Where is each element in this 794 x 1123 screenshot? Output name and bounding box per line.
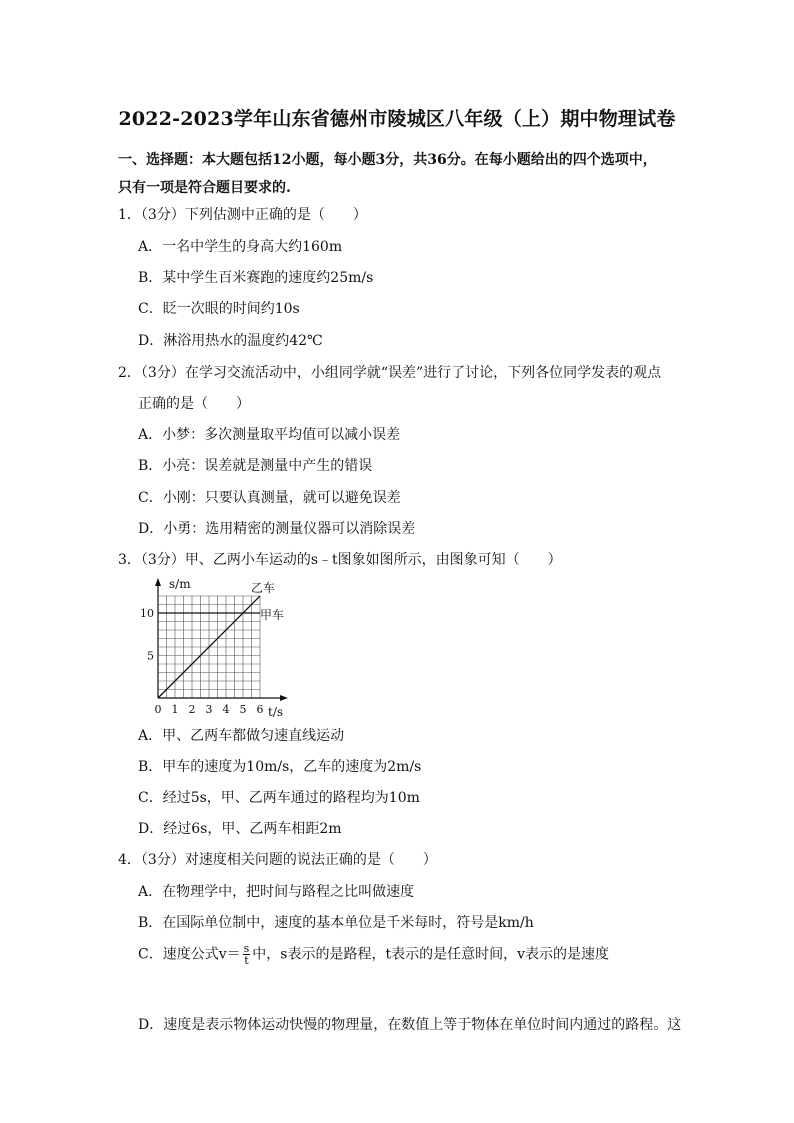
q4-option-c bbox=[138, 943, 609, 966]
speed-formula-fraction bbox=[243, 943, 251, 966]
q1-option-c: C．眨一次眼的时间约10s bbox=[138, 301, 300, 317]
q4-option-a: A．在物理学中，把时间与路程之比叫做速度 bbox=[138, 884, 415, 900]
question-3-stem: 3．（3分）甲、乙两小车运动的s﹣t图象如图所示，由图象可知（ ） bbox=[118, 552, 562, 568]
q4-option-c-pre: C．速度公式v＝ bbox=[138, 946, 241, 963]
question-1-stem: 1．（3分）下列估测中正确的是（ ） bbox=[118, 207, 367, 223]
q1-option-b: B．某中学生百米赛跑的速度约25m/s bbox=[138, 270, 374, 286]
exam-title: 2022-2023学年山东省德州市陵城区八年级（上）期中物理试卷 bbox=[118, 108, 676, 130]
section-header bbox=[118, 146, 678, 202]
y-tick-label: 10 bbox=[140, 607, 154, 620]
q1-option-d: D．淋浴用热水的温度约42℃ bbox=[138, 333, 323, 349]
q2-option-a: A．小梦：多次测量取平均值可以减小误差 bbox=[138, 427, 401, 443]
series-label-yi: 乙车 bbox=[251, 581, 276, 595]
x-tick-label: 0 bbox=[154, 703, 162, 716]
q4-option-c-post: 中，s表示的是路程，t表示的是任意时间，v表示的是速度 bbox=[252, 946, 609, 963]
y-tick-label: 5 bbox=[147, 649, 154, 663]
question-2-stem: 2．（3分）在学习交流活动中，小组同学就“误差”进行了讨论，下列各位同学发表的观点 bbox=[118, 365, 662, 381]
fraction-denominator: t bbox=[244, 954, 249, 967]
x-axis-label: t/s bbox=[268, 705, 284, 719]
q2-option-d: D．小勇：选用精密的测量仪器可以消除误差 bbox=[138, 521, 416, 537]
y-axis-label: s/m bbox=[169, 577, 191, 591]
fraction-numerator: s bbox=[243, 942, 250, 955]
st-graph bbox=[136, 572, 316, 722]
q2-option-b: B．小亮：误差就是测量中产生的错误 bbox=[138, 458, 373, 474]
q4-option-b: B．在国际单位制中，速度的基本单位是千米每时，符号是km/h bbox=[138, 915, 534, 931]
q3-option-b: B．甲车的速度为10m/s，乙车的速度为2m/s bbox=[138, 759, 422, 775]
x-axis-arrow bbox=[280, 695, 288, 701]
section-line-2: 只有一项是符合题目要求的. bbox=[118, 180, 291, 196]
x-tick-label: 3 bbox=[205, 703, 213, 716]
question-2-stem-cont: 正确的是（ ） bbox=[138, 396, 250, 412]
x-tick-label: 4 bbox=[222, 703, 230, 716]
q2-option-c: C．小刚：只要认真测量，就可以避免误差 bbox=[138, 490, 401, 506]
x-tick-label: 2 bbox=[188, 703, 196, 716]
x-tick-label: 6 bbox=[256, 703, 264, 716]
question-4-stem: 4．（3分）对速度相关问题的说法正确的是（ ） bbox=[118, 852, 437, 868]
q3-option-c: C．经过5s，甲、乙两车通过的路程均为10m bbox=[138, 790, 420, 806]
q4-option-d: D．速度是表示物体运动快慢的物理量，在数值上等于物体在单位时间内通过的路程。这 bbox=[138, 1017, 682, 1033]
section-line-1: 一、选择题：本大题包括12小题，每小题3分，共36分。在每小题给出的四个选项中， bbox=[118, 152, 657, 168]
q1-option-a: A．一名中学生的身高大约160m bbox=[138, 239, 343, 255]
q3-option-d: D．经过6s，甲、乙两车相距2m bbox=[138, 821, 342, 837]
series-label-jia: 甲车 bbox=[260, 608, 285, 622]
x-tick-label: 1 bbox=[171, 703, 179, 716]
q3-option-a: A．甲、乙两车都做匀速直线运动 bbox=[138, 728, 345, 744]
y-axis-arrow bbox=[155, 578, 161, 586]
x-tick-label: 5 bbox=[239, 703, 247, 716]
